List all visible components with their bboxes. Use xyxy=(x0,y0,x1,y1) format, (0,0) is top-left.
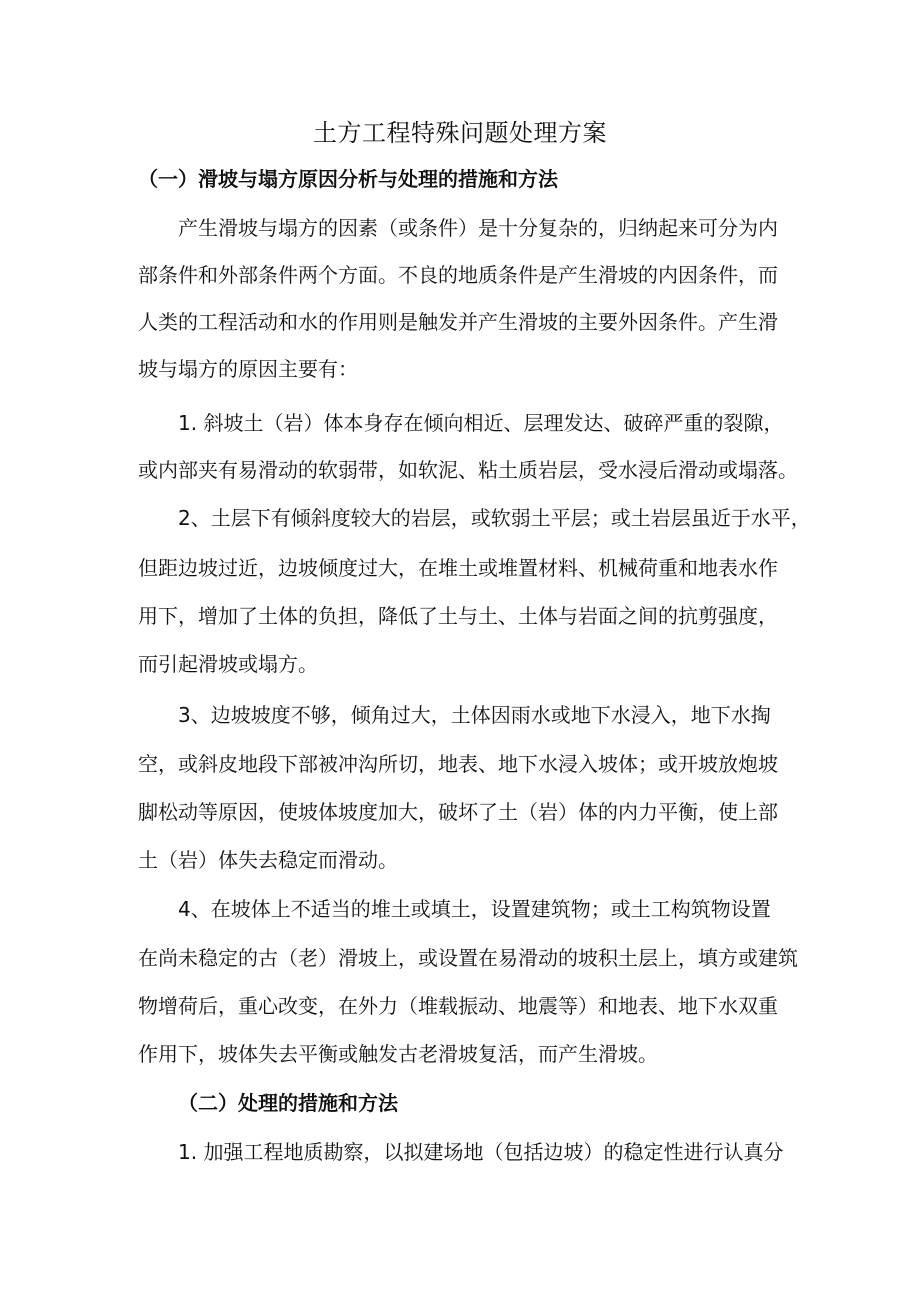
paragraph-line: 作用下，坡体失去平衡或触发古老滑坡复活，而产生滑坡。 xyxy=(138,1042,658,1066)
paragraph-line: 但距边坡过近，边坡倾度过大，在堆土或堆置材料、机械荷重和地表水作 xyxy=(138,556,778,580)
paragraph-line: 物增荷后，重心改变，在外力（堆载振动、地震等）和地表、地下水双重 xyxy=(138,994,778,1018)
paragraph-line: 土（岩）体失去稳定而滑动。 xyxy=(138,848,398,872)
paragraph-line: 空，或斜皮地段下部被冲沟所切，地表、地下水浸入坡体；或开坡放炮坡 xyxy=(138,752,778,776)
paragraph-line: 或内部夹有易滑动的软弱带，如软泥、粘土质岩层，受水浸后滑动或塌落。 xyxy=(138,458,798,482)
paragraph-line: 在尚未稳定的古（老）滑坡上，或设置在易滑动的坡积土层上，填方或建筑 xyxy=(138,946,798,970)
paragraph-line: 产生滑坡与塌方的因素（或条件）是十分复杂的，归纳起来可分为内 xyxy=(178,216,778,240)
paragraph-line: 而引起滑坡或塌方。 xyxy=(138,652,318,676)
paragraph-line: 1. 斜坡土（岩）体本身存在倾向相近、层理发达、破碎严重的裂隙， xyxy=(178,411,784,435)
paragraph-line: 人类的工程活动和水的作用则是触发并产生滑坡的主要外因条件。产生滑 xyxy=(138,310,778,334)
paragraph-line: 4、在坡体上不适当的堆土或填土，设置建筑物；或土工构筑物设置 xyxy=(178,897,771,921)
section-heading-2: （二）处理的措施和方法 xyxy=(178,1091,398,1115)
section-heading-1: （一）滑坡与塌方原因分析与处理的措施和方法 xyxy=(138,167,558,191)
paragraph-line: 脚松动等原因，使坡体坡度加大，破坏了土（岩）体的内力平衡，使上部 xyxy=(138,800,778,824)
paragraph-line: 部条件和外部条件两个方面。不良的地质条件是产生滑坡的内因条件，而 xyxy=(138,263,778,287)
paragraph-line: 1. 加强工程地质勘察，以拟建场地（包括边坡）的稳定性进行认真分 xyxy=(178,1140,784,1164)
paragraph-line: 用下，增加了土体的负担，降低了土与土、土体与岩面之间的抗剪强度， xyxy=(138,604,778,628)
paragraph-line: 2、土层下有倾斜度较大的岩层，或软弱土平层；或土岩层虽近于水平， xyxy=(178,506,811,530)
document-title: 土方工程特殊问题处理方案 xyxy=(313,119,607,147)
paragraph-line: 坡与塌方的原因主要有： xyxy=(138,357,358,381)
paragraph-line: 3、边坡坡度不够，倾角过大，土体因雨水或地下水浸入，地下水掏 xyxy=(178,703,771,727)
